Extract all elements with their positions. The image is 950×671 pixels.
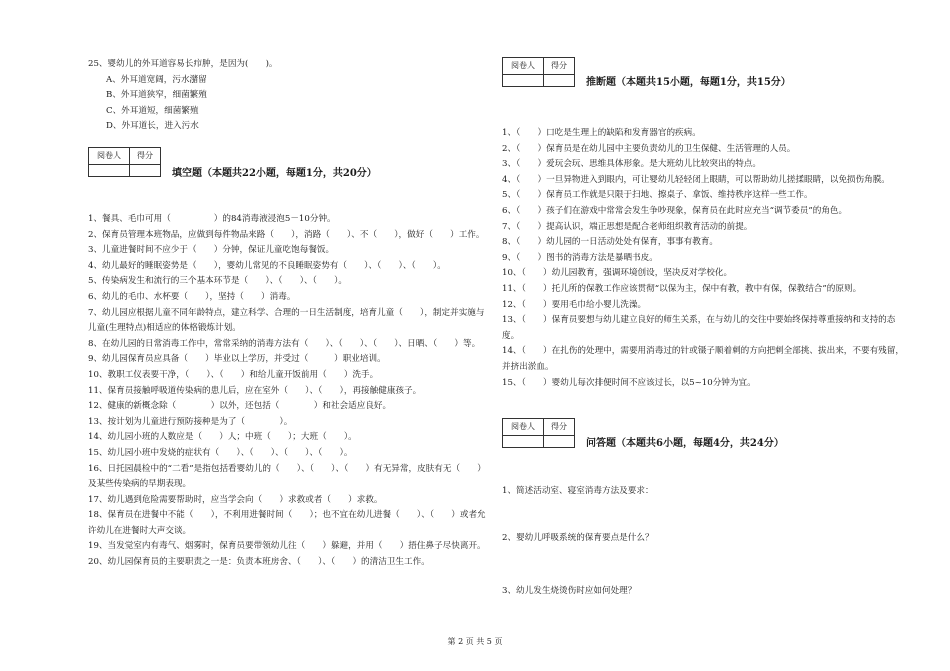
qa-item: 1、简述活动室、寝室消毒方法及要求：	[502, 486, 654, 496]
section-title-fill: 填空题（本题共22小题，每题1分，共20分）	[172, 168, 377, 179]
score-table	[88, 147, 161, 177]
fill-item: 3、儿童进餐时间不应少于（ ）分钟，保证儿童吃饱每餐饭。	[88, 245, 335, 256]
fill-item: 13、按计划为儿童进行预防接种是为了（ ）。	[88, 416, 293, 427]
section-title-qa: 问答题（本题共6小题，每题4分，共24分）	[586, 438, 784, 449]
question-25	[88, 57, 488, 135]
fill-item: 18、保育员在进餐中不能（ ），不利用进餐时间（ ）；也不宜在幼儿进餐（ ）、（ ）或者允许幼儿在进餐时大声交谈。	[88, 510, 486, 536]
judge-item: 2、（ ）保育员是在幼儿园中主要负责幼儿的卫生保健、生活管理的人员。	[502, 143, 796, 154]
judge-item: 14、（ ）在扎伤的处理中，需要用消毒过的针或镊子顺着刺的方向把刺全部挑、拔出来，不要有残留，并挤出淤血。	[502, 346, 904, 372]
judge-item: 9、（ ）图书的消毒方法是暴晒书皮。	[502, 252, 658, 263]
judge-item: 4、（ ）一旦异物进入到眼内，可让婴幼儿轻轻闭上眼睛，可以帮助幼儿搓揉眼睛，以免损伤角膜。	[502, 174, 890, 185]
score-cell	[544, 74, 575, 86]
judge-item: 13、（ ）保育员要想与幼儿建立良好的师生关系，在与幼儿的交往中要始终保持尊重接纳和支持的态度。	[502, 315, 896, 341]
score-label: 得分	[544, 58, 575, 75]
question-stem: 25、婴幼儿的外耳道容易长疖肿，是因为( )。	[88, 59, 278, 69]
fill-item: 19、当发觉室内有毒气、烟雾时，保育员要带领幼儿往（ ）躲避，并用（ ）捂住鼻子尽快离开。	[88, 541, 486, 552]
judge-item: 11、（ ）托儿所的保教工作应该贯彻“以保为主，保中有教，教中有保，保教结合”的原则。	[502, 283, 862, 294]
judgment-list	[502, 126, 904, 391]
score-table	[502, 57, 575, 87]
fill-blank-list	[88, 212, 488, 571]
score-table	[502, 418, 575, 448]
option-d: D、外耳道长，进入污水	[106, 121, 199, 132]
option-a: A、外耳道宽阔，污水潴留	[106, 74, 207, 85]
judge-item: 12、（ ）要用毛巾给小婴儿洗澡。	[502, 299, 647, 310]
fill-item: 17、幼儿遇到危险需要帮助时，应当学会向（ ）求救或者（ ）求救。	[88, 494, 383, 505]
qa-item: 3、幼儿发生烧烫伤时应如何处理？	[502, 586, 637, 596]
fill-item: 7、幼儿园应根据儿童不同年龄特点，建立科学、合理的一日生活制度，培育儿童（ ），制定并实施与儿童(生理特点)相适应的体格锻炼计划。	[88, 307, 485, 334]
judge-item: 1、（ ）口吃是生理上的缺陷和发育器官的疾病。	[502, 128, 701, 138]
option-c: C、外耳道短，细菌繁殖	[106, 105, 199, 116]
fill-item: 1、餐具、毛巾可用（ ）的84消毒液浸泡5－10分钟。	[88, 214, 336, 224]
fill-item: 20、幼儿园保育员的主要职责之一是：负责本班房舍、（ ）、（ ）的清洁卫生工作。	[88, 557, 430, 568]
judge-item: 15、（ ）婴幼儿每次排便时间不应该过长，以5~10分钟为宜。	[502, 377, 756, 388]
judge-item: 6、（ ）孩子们在游戏中常常会发生争吵现象，保育员在此时应充当“调节委员”的角色。	[502, 205, 848, 216]
fill-item: 2、保育员管理本班物品，应做到每件物品来路（ ），消路（ ）、不（ ），做好（ ）工作。	[88, 229, 485, 240]
fill-item: 6、幼儿的毛巾、水杯要（ ），坚持（ ）消毒。	[88, 291, 296, 302]
page-number: 第 2 页 共 5 页	[447, 637, 503, 646]
judge-item: 8、（ ）幼儿园的一日活动处处有保育，事事有教育。	[502, 237, 719, 248]
grader-label: 阅卷人	[89, 148, 130, 165]
judge-item: 5、（ ）保育员工作就是只限于扫地、擦桌子、拿饭、维持秩序这样一些工作。	[502, 190, 813, 201]
judge-item: 7、（ ）提高认识，端正思想是配合老师组织教育活动的前提。	[502, 221, 753, 232]
judge-item: 10、（ ）幼儿园教育，强调环境创设，坚决反对学校化。	[502, 268, 733, 279]
fill-item: 10、教职工仪表要干净，（ ）、（ ）和给儿童开饭前用（ ）洗手。	[88, 369, 379, 380]
fill-item: 9、幼儿园保育员应具备（ ）毕业以上学历，并受过（ ）职业培训。	[88, 354, 386, 365]
grader-cell	[503, 435, 544, 447]
score-cell	[544, 435, 575, 447]
score-label: 得分	[130, 148, 161, 165]
fill-item: 5、传染病发生和流行的三个基本环节是（ ）、（ ）、（ ）。	[88, 276, 347, 287]
grader-label: 阅卷人	[503, 419, 544, 436]
section-title-judge: 推断题（本题共15小题，每题1分，共15分）	[586, 77, 791, 88]
fill-item: 12、健康的新概念除（ ）以外，还包括（ ）和社会适应良好。	[88, 401, 392, 412]
fill-item: 15、幼儿园小班中发烧的症状有（ ）、（ ）、（ ）、（ ）。	[88, 447, 353, 458]
grader-cell	[89, 164, 130, 176]
fill-item: 14、幼儿园小班的人数应是（ ）人；中班（ ）；大班（ ）。	[88, 432, 357, 443]
option-b: B、外耳道狭窄，细菌繁殖	[106, 90, 207, 101]
score-label: 得分	[544, 419, 575, 436]
qa-item: 2、婴幼儿呼吸系统的保育要点是什么？	[502, 533, 654, 543]
fill-item: 11、保育员接触呼吸道传染病的患儿后，应在室外（ ）、（ ），再接触健康孩子。	[88, 385, 422, 396]
grader-label: 阅卷人	[503, 58, 544, 75]
fill-item: 8、在幼儿园的日常消毒工作中，常常采纳的消毒方法有（ ）、（ ）、（ ）、日晒、（ ）等。	[88, 338, 481, 349]
judge-item: 3、（ ）爱玩会玩、思维具体形象。是大班幼儿比较突出的特点。	[502, 159, 761, 170]
fill-item: 16、日托园晨检中的“二看”是指包括看婴幼儿的（ ）、（ ）、（ ）有无异常，皮肤有无（ ）及某些传染病的早期表现。	[88, 463, 486, 490]
grader-cell	[503, 74, 544, 86]
fill-item: 4、幼儿最好的睡眠姿势是（ ），婴幼儿常见的不良睡眠姿势有（ ）、（ ）、（ ）。	[88, 260, 446, 271]
score-cell	[130, 164, 161, 176]
